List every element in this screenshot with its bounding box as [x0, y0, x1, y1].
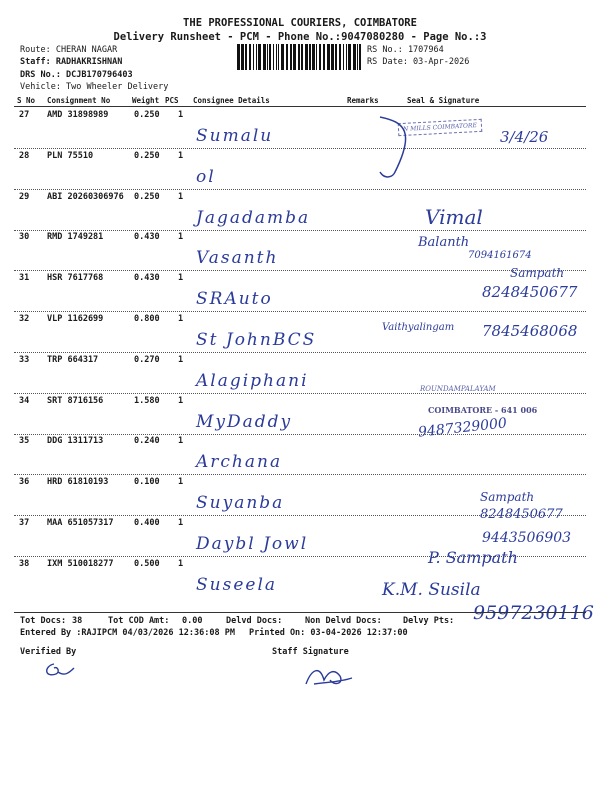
col-remarks: Remarks — [347, 96, 379, 105]
col-weight: Weight — [132, 96, 160, 105]
row-separator — [14, 311, 586, 312]
staff-signature — [300, 662, 355, 690]
tot-cod-label: Tot COD Amt: — [108, 616, 170, 626]
row-separator — [14, 434, 586, 435]
drs-label: DRS No.: DCJB170796403 — [20, 70, 133, 80]
col-consignee: Consignee Details — [193, 96, 270, 105]
row-consignee-name: St JohnBCS — [196, 330, 317, 350]
delvy-pts-label: Delvy Pts: — [403, 616, 455, 626]
sig-row34-phone: 9487329000 — [417, 415, 508, 441]
row-pcs: 1 — [178, 314, 184, 324]
row-weight: 0.270 — [134, 354, 160, 365]
row-consignment: HSR 7617768 — [47, 273, 104, 284]
sig-row38-phone: 9597230116 — [473, 602, 594, 624]
runsheet-subtitle: Delivery Runsheet - PCM - Phone No.:9047080280 - Page No.:3 — [113, 31, 487, 43]
row-consignee-name: Jagadamba — [196, 207, 311, 228]
row-pcs: 1 — [178, 477, 184, 488]
barcode — [237, 44, 363, 70]
row-separator — [14, 230, 586, 231]
row-separator — [14, 270, 586, 271]
row-weight: 0.250 — [134, 150, 160, 161]
row-pcs: 1 — [178, 273, 184, 284]
row-sno: 33 — [19, 354, 30, 365]
tot-docs-value: 38 — [72, 616, 83, 626]
row-consignment: DDG 1311713 — [47, 436, 104, 447]
row-consignment: IXM 510018277 — [47, 558, 114, 569]
sig-row29: Vimal — [425, 205, 483, 229]
row-separator — [14, 189, 586, 190]
row-consignment: RMD 1749281 — [47, 232, 104, 243]
sig-row37: P. Sampath — [428, 548, 518, 567]
row-separator — [14, 352, 586, 353]
col-consignment: Consignment No — [47, 96, 111, 105]
row-sno: 30 — [19, 232, 30, 243]
row-weight: 0.800 — [134, 314, 160, 324]
row-sno: 29 — [19, 191, 30, 202]
delvd-docs-label: Delvd Docs: — [226, 616, 283, 626]
row-consignee-name: Vasanth — [196, 248, 279, 269]
rs-number: RS No.: 1707964 — [367, 45, 444, 55]
row-pcs: 1 — [178, 436, 184, 447]
row-consignment: PLN 75510 — [47, 150, 94, 161]
row-weight: 0.100 — [134, 477, 160, 488]
sig-row36: Sampath — [480, 490, 535, 504]
row-consignee-name: Alagiphani — [196, 370, 309, 391]
row-consignment: ABI 20260306976 — [47, 191, 124, 202]
row-pcs: 1 — [178, 354, 184, 365]
row-consignment: SRT 8716156 — [47, 395, 104, 406]
row-sno: 34 — [19, 395, 30, 406]
row-weight: 0.500 — [134, 558, 160, 569]
footer-rule — [14, 612, 586, 613]
row-consignment: TRP 664317 — [47, 354, 99, 365]
stamp-row33b: ROUNDAMPALAYAM — [420, 385, 496, 393]
verified-by-label: Verified By — [20, 647, 77, 657]
row-sno: 37 — [19, 518, 30, 528]
rs-date: RS Date: 03-Apr-2026 — [367, 57, 470, 67]
row-consignee-name: Archana — [196, 452, 283, 473]
row-separator — [14, 474, 586, 475]
row-consignee-name: Daybl Jowl — [196, 534, 309, 554]
sig-row32-phone: 7845468068 — [482, 322, 578, 340]
entered-by: Entered By :RAJIPCM 04/03/2026 12:36:08 PM — [20, 628, 235, 638]
sig-row27-date: 3/4/26 — [500, 128, 549, 146]
printed-on: Printed On: 03-04-2026 12:37:00 — [249, 628, 408, 638]
row-consignee-name: Sumalu — [196, 126, 274, 146]
row-pcs: 1 — [178, 518, 184, 528]
row-consignment: VLP 1162699 — [47, 314, 104, 324]
row-sno: 32 — [19, 314, 30, 324]
row-sno: 31 — [19, 273, 30, 284]
row-separator — [14, 393, 586, 394]
staff-label: Staff: RADHAKRISHNAN — [20, 57, 123, 67]
company-title: THE PROFESSIONAL COURIERS, COIMBATORE — [183, 17, 417, 29]
row-weight: 0.430 — [134, 273, 160, 284]
tot-cod-value: 0.00 — [182, 616, 203, 626]
row-sno: 36 — [19, 477, 30, 488]
non-delvd-docs-label: Non Delvd Docs: — [305, 616, 382, 626]
staff-signature-label: Staff Signature — [272, 647, 349, 657]
row-pcs: 1 — [178, 191, 184, 202]
vehicle-label: Vehicle: Two Wheeler Delivery — [20, 82, 169, 92]
row-weight: 0.250 — [134, 110, 160, 120]
sig-row38: K.M. Susila — [382, 580, 481, 600]
row-sno: 38 — [19, 558, 30, 569]
row-consignment: AMD 31898989 — [47, 110, 109, 120]
col-sno: S No — [17, 96, 36, 105]
stamp-row33: COIMBATORE - 641 006 — [428, 405, 538, 415]
sig-row31: Sampath — [510, 266, 565, 280]
row-weight: 0.250 — [134, 191, 160, 202]
row-consignee-name: Suseela — [196, 574, 278, 595]
sig-row32: Vaithyalingam — [382, 322, 455, 333]
row-pcs: 1 — [178, 232, 184, 243]
row-consignment: HRD 61810193 — [47, 477, 109, 488]
sig-row30: Balanth — [418, 235, 470, 250]
sig-row27-scribble — [375, 112, 445, 182]
row-weight: 1.580 — [134, 395, 160, 406]
row-sno: 35 — [19, 436, 30, 447]
header-rule — [14, 106, 586, 107]
tot-docs-label: Tot Docs: — [20, 616, 67, 626]
stamp-row27: N MILLS COIMBATORE — [398, 119, 482, 136]
row-sno: 27 — [19, 110, 30, 120]
row-consignee-name: SRAuto — [196, 289, 273, 310]
sig-row37-phone: 9443506903 — [482, 530, 572, 546]
row-pcs: 1 — [178, 395, 184, 406]
sig-row31-phone: 8248450677 — [482, 283, 578, 301]
sig-row36-phone: 8248450677 — [480, 507, 563, 522]
row-sno: 28 — [19, 150, 30, 161]
verified-signature — [40, 658, 80, 680]
row-consignee-name: Suyanba — [196, 493, 285, 514]
route-label: Route: CHERAN NAGAR — [20, 45, 118, 55]
row-consignment: MAA 651057317 — [47, 518, 114, 528]
row-pcs: 1 — [178, 558, 184, 569]
col-seal: Seal & Signature — [407, 96, 480, 105]
row-consignee-name: MyDaddy — [196, 411, 293, 432]
row-pcs: 1 — [178, 150, 184, 161]
row-weight: 0.240 — [134, 436, 160, 447]
sig-row30-phone: 7094161674 — [468, 250, 532, 261]
row-separator — [14, 148, 586, 149]
row-pcs: 1 — [178, 110, 184, 120]
col-pcs: PCS — [165, 96, 179, 105]
row-consignee-name: ol — [196, 166, 216, 187]
row-weight: 0.430 — [134, 232, 160, 243]
row-weight: 0.400 — [134, 518, 160, 528]
